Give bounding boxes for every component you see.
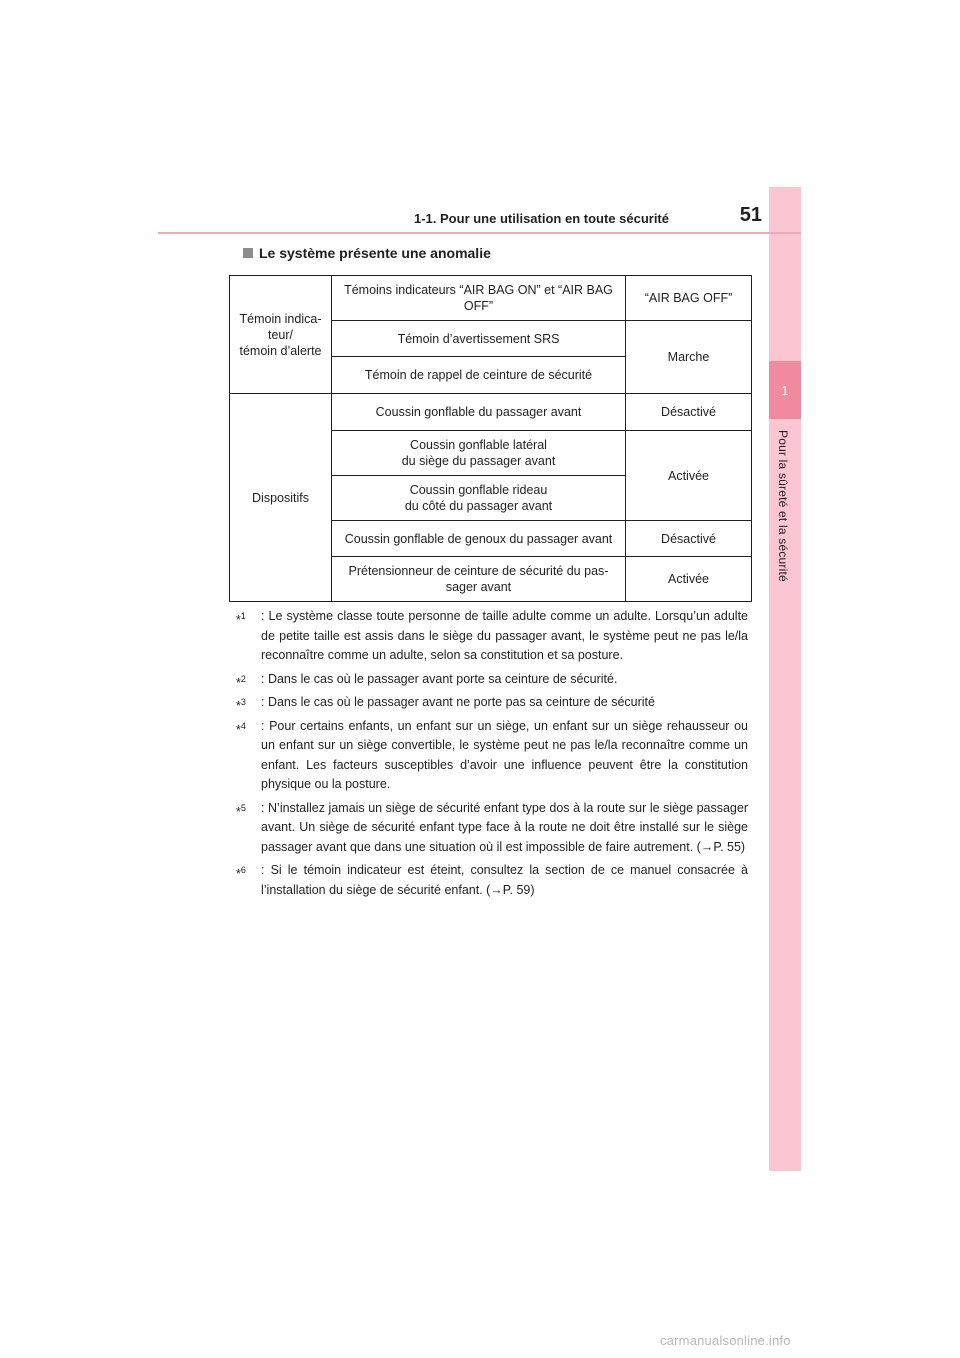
table-cell-item: Témoins indicateurs “AIR BAG ON” et “AIR BAG OFF” xyxy=(332,276,626,321)
footnote-marker: *$^2$ xyxy=(236,673,246,690)
footnote-marker: *$^4$ xyxy=(236,720,246,737)
header-divider xyxy=(158,232,801,234)
square-bullet-icon xyxy=(243,248,253,258)
table-cell-status: Marche xyxy=(626,321,752,394)
table-row xyxy=(230,394,752,431)
table-cell-status: Activée xyxy=(626,557,752,602)
footnote-marker: *$^3$ xyxy=(236,697,246,714)
table-cell-item: Témoin de rappel de ceinture de sécurité xyxy=(332,357,626,394)
footnote-text: : Dans le cas où le passager avant ne porte pas sa ceinture de sécurité xyxy=(261,695,655,709)
table-cell-item: Coussin gonflable latéral du siège du passager avant xyxy=(332,431,626,476)
footnote xyxy=(236,607,748,666)
page-number: 51 xyxy=(739,204,762,226)
footnotes xyxy=(236,607,748,904)
footnote xyxy=(236,717,748,795)
section-title: 1-1. Pour une utilisation en toute sécurité xyxy=(414,211,669,226)
table-cell-item: Coussin gonflable de genoux du passager avant xyxy=(332,521,626,557)
footnote-marker: *$^5$ xyxy=(236,802,246,819)
chapter-sidebar xyxy=(769,187,801,1171)
footnote-marker: *$^1$ xyxy=(236,611,246,628)
group-label-indicators: Témoin indica- teur/ témoin d’alerte xyxy=(230,276,332,394)
chapter-title: Pour la sûreté et la sécurité xyxy=(776,430,790,582)
footnote-text: : Le système classe toute personne de taille adulte comme un adulte. Lorsqu’un adulte de petite taille est assis dans le siège du passager avant, le système peut ne pas le/la reconnaître comme un adulte, selon sa constitution et sa posture. xyxy=(261,609,748,662)
table-cell-status: Désactivé xyxy=(626,394,752,431)
footnote-text: : N’installez jamais un siège de sécurité enfant type dos à la route sur le siège passager avant. Un siège de sécurité enfant type face à la route ne doit être installé sur le siège passager avant que dans une situation où il est impossible de faire autrement. (→P. 55) xyxy=(261,800,748,854)
subheading xyxy=(243,245,491,261)
table-cell-status: “AIR BAG OFF” xyxy=(626,276,752,321)
footnote-text: : Dans le cas où le passager avant porte sa ceinture de sécurité. xyxy=(261,671,618,686)
group-label-devices: Dispositifs xyxy=(230,394,332,602)
footnote xyxy=(236,670,748,690)
watermark: carmanualsonline.info xyxy=(660,1333,791,1348)
status-table xyxy=(229,275,752,602)
footnote-text: : Si le témoin indicateur est éteint, consultez la section de ce manuel consacrée à l’installation du siège de sécurité enfant. (→P. 59) xyxy=(261,863,748,897)
footnote xyxy=(236,693,748,713)
table-cell-item: Coussin gonflable du passager avant xyxy=(332,394,626,431)
footnote-marker: *$^6$ xyxy=(236,865,246,882)
subheading-text: Le système présente une anomalie xyxy=(259,245,491,261)
footnote xyxy=(236,861,748,900)
table-cell-item: Coussin gonflable rideau du côté du passager avant xyxy=(332,476,626,521)
footnote xyxy=(236,799,748,858)
table-cell-item: Témoin d’avertissement SRS xyxy=(332,321,626,357)
table-row xyxy=(230,276,752,321)
chapter-tab xyxy=(769,361,801,419)
table-cell-status: Désactivé xyxy=(626,521,752,557)
table-cell-status: Activée xyxy=(626,431,752,521)
chapter-number: 1 xyxy=(781,382,789,398)
footnote-text: : Pour certains enfants, un enfant sur un siège, un enfant sur un siège rehausseur ou un enfant sur un siège convertible, le système peut ne pas le/la reconnaître comme un enfant. Les facteurs susceptibles d’avoir une influence peuvent être la constitution physique ou la posture. xyxy=(261,718,748,791)
table-cell-item: Prétensionneur de ceinture de sécurité du pas- sager avant xyxy=(332,557,626,602)
